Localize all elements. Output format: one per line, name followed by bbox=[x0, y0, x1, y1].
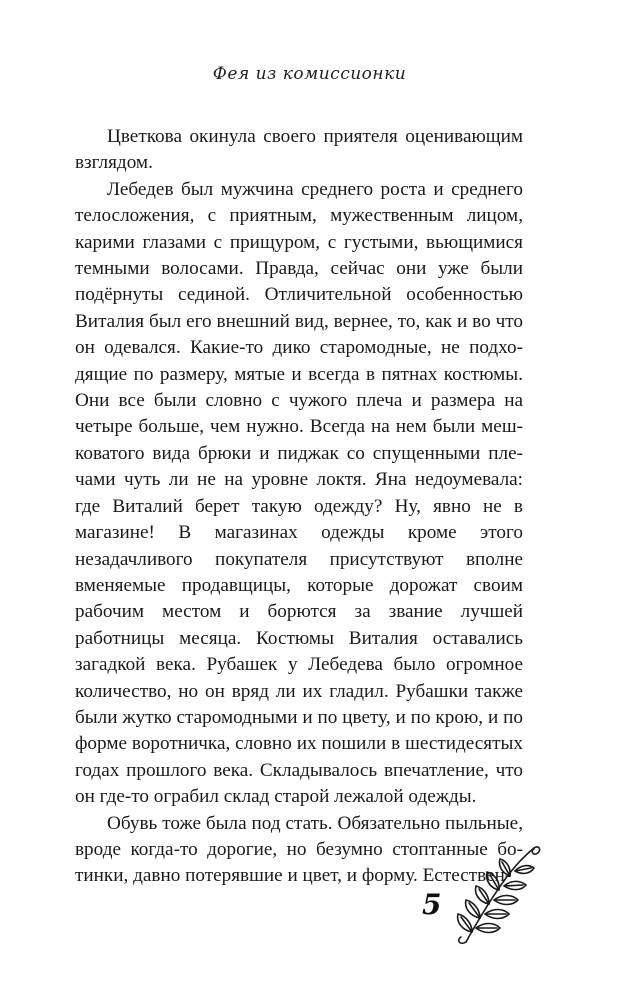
running-header-title: Фея из комиссионки bbox=[212, 64, 407, 84]
paragraph-1: Цветкова окинула своего приятеля оценивающим взглядом. bbox=[75, 126, 523, 174]
paragraph-2: Лебедев был мужчина среднего роста и среднего телосложения, с приятным, мужественным лицом, карими глазами с прищуром, с густыми, вьющимися темными волосами. Правда, сейчас они уже были подёрнуты сединой. Отличительной особенностью Виталия был его внешний вид, вернее, то, как и во что он одевался. Какие-то дико старомодные, не подходящие по размеру, мятые и всегда в пятнах костюмы. Они все были словно с чужого плеча и размера на четыре больше, чем нужно. Всегда на нем были мешковатого вида брюки и пиджак со спущенными плечами чуть ли не на уровне локтя. Яна недоумевала: где Виталий берет такую одежду? Ну, явно не в магазине! В магазинах одежды кроме этого незадачливого покупателя присутствуют вполне вменяемые продавщицы, которые дорожат своим рабочим местом и борются за звание лучшей работницы месяца. Костюмы Виталия оставались загадкой века. Рубашек у Лебедева было огромное количество, но он вряд ли их гладил. Рубашки также были жутко старомодными и по цвету, и по крою, и по форме воротничка, словно их пошили в шестидесятых годах прошлого века. Складывалось впечатление, что он где-то ограбил склад старой лежалой одежды. bbox=[75, 178, 523, 808]
body-text bbox=[75, 124, 523, 890]
page-number: 5 bbox=[422, 888, 442, 921]
floral-ornament-icon bbox=[448, 838, 544, 950]
paragraph-3: Обувь тоже была под стать. Обязательно пыльные, вроде когда-то дорогие, но безумно стоптанные ботинки, давно потерявшие и цвет, и форму. Естествен- bbox=[75, 812, 523, 887]
